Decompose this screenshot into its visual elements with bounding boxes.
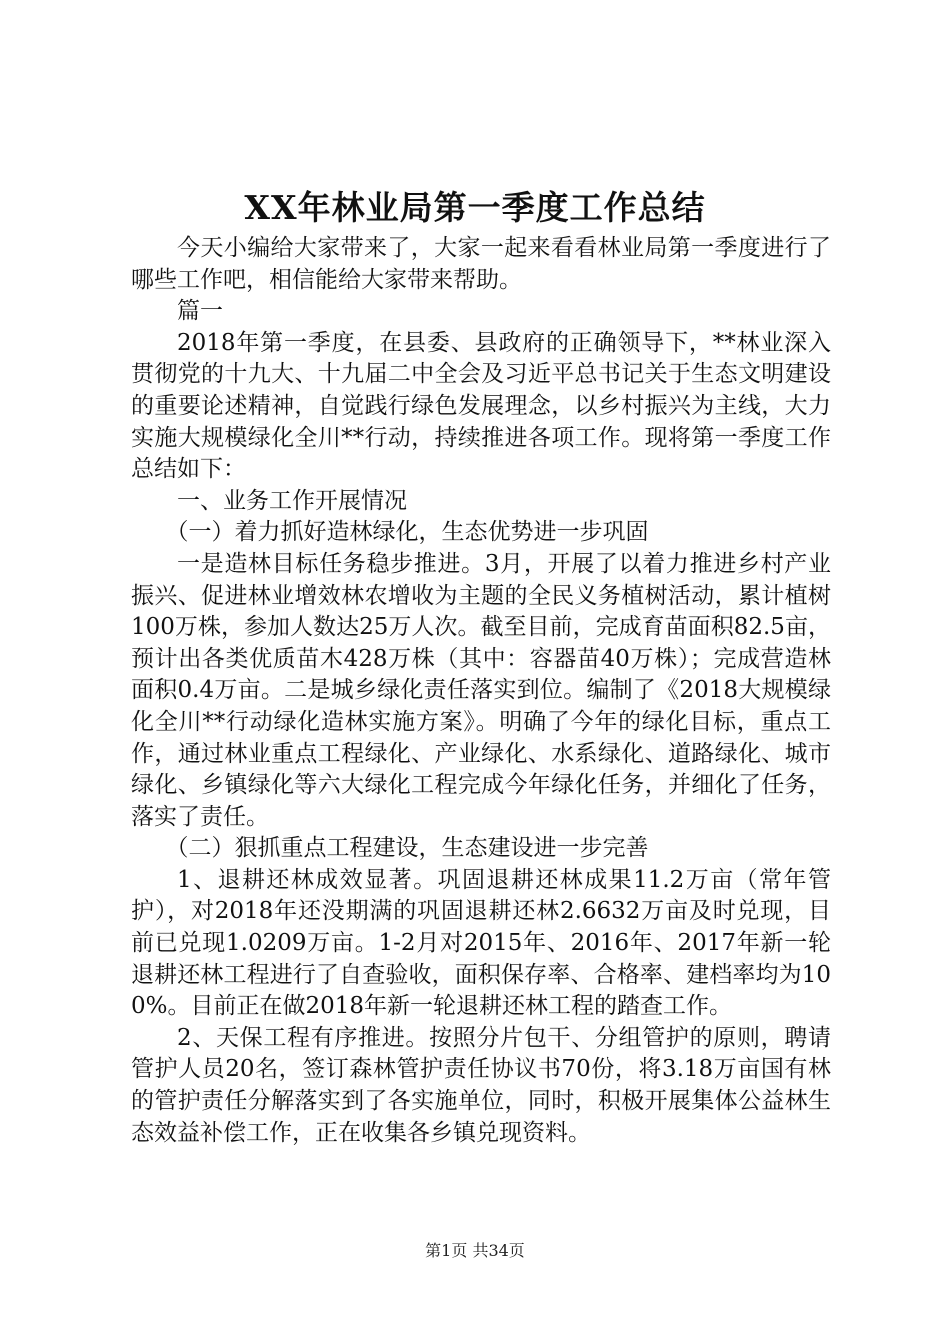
page-number: 第1页 共34页 — [425, 1241, 525, 1260]
summary-paragraph: 2018年第一季度，在县委、县政府的正确领导下，**林业深入贯彻党的十九大、十九届二中全会及习近平总书记关于生态文明建设的重要论述精神，自觉践行绿色发展理念，以乡村振兴为主线，大力实施大规模绿化全川**行动，持续推进各项工作。现将第一季度工作总结如下： — [131, 329, 831, 483]
afforestation-paragraph: 一是造林目标任务稳步推进。3月，开展了以着力推进乡村产业振兴、促进林业增效林农增收为主题的全民义务植树活动，累计植树100万株，参加人数达25万人次。截至目前，完成育苗面积82.5亩，预计出各类优质苗木428万株（其中：容器苗40万株）；完成营造林面积0.4万亩。二是城乡绿化责任落实到位。编制了《2018大规模绿化全川**行动绿化造林实施方案》。明确了今年的绿化目标，重点工作，通过林业重点工程绿化、产业绿化、水系绿化、道路绿化、城市绿化、乡镇绿化等六大绿化工程完成今年绿化任务，并细化了任务，落实了责任。 — [131, 550, 831, 830]
intro-paragraph: 今天小编给大家带来了，大家一起来看看林业局第一季度进行了哪些工作吧，相信能给大家带来帮助。 — [131, 235, 831, 293]
heading-business-work: 一、业务工作开展情况 — [177, 487, 407, 514]
returning-farmland-paragraph: 1、退耕还林成效显著。巩固退耕还林成果11.2万亩（常年管护），对2018年还没期满的巩固退耕还林2.6632万亩及时兑现，目前已兑现1.0209万亩。1-2月对2015年、2016年、2017年新一轮退耕还林工程进行了自查验收，面积保存率、合格率、建档率均为100%。目前正在做2018年新一轮退耕还林工程的踏查工作。 — [131, 866, 831, 1020]
heading-afforestation: （一）着力抓好造林绿化，生态优势进一步巩固 — [165, 519, 649, 546]
section-label: 篇一 — [177, 298, 223, 325]
heading-key-projects: （二）狠抓重点工程建设，生态建设进一步完善 — [165, 835, 649, 862]
document-body — [131, 233, 831, 1149]
natural-forest-paragraph: 2、天保工程有序推进。按照分片包干、分组管护的原则，聘请管护人员20名，签订森林管护责任协议书70份，将3.18万亩国有林的管护责任分解落实到了各实施单位，同时，积极开展集体公益林生态效益补偿工作，正在收集各乡镇兑现资料。 — [131, 1024, 831, 1146]
document-title: XX年林业局第一季度工作总结 — [244, 188, 706, 227]
